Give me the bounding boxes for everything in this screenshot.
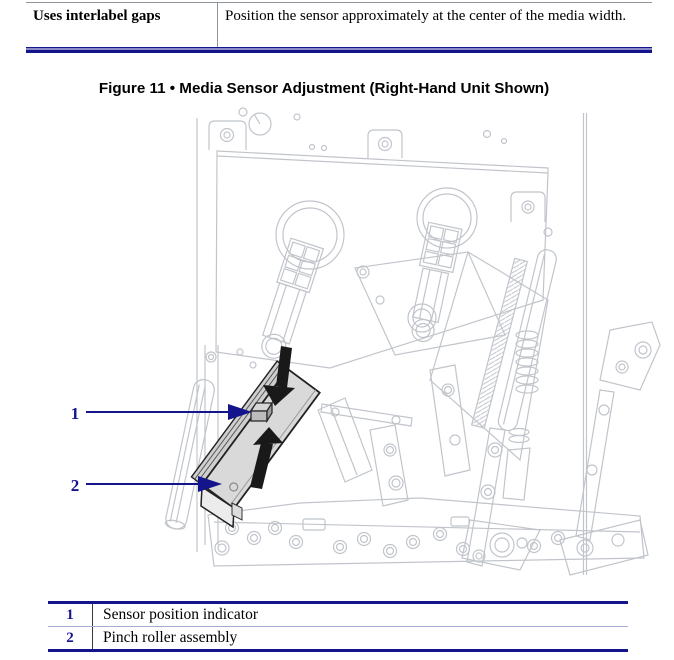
settings-table: [26, 2, 652, 47]
figure-caption: Figure 11 • Media Sensor Adjustment (Right-Hand Unit Shown): [98, 80, 550, 97]
figure-legend-table: [48, 601, 628, 652]
callout-2: [71, 476, 222, 495]
printer-line-art: [164, 108, 660, 575]
legend-row: [48, 604, 628, 626]
settings-table-definition: Position the sensor approximately at the center of the media width.: [225, 8, 627, 24]
ribbon-spindle-left: [254, 201, 344, 363]
legend-row-description: Sensor position indicator: [103, 606, 258, 623]
base-plate: [208, 498, 644, 566]
media-sensor-figure: [0, 100, 674, 600]
callout-2-number: 2: [70, 476, 80, 495]
sensor-position-indicator: [251, 403, 272, 421]
callout-1: [71, 404, 252, 423]
table-end-rule: [26, 47, 652, 53]
legend-row: [48, 626, 628, 649]
ribbon-spindle-right: [404, 188, 477, 345]
platen-roller-assembly: [462, 248, 660, 575]
callout-1-number: 1: [70, 404, 80, 423]
legend-row-number: 2: [48, 627, 93, 649]
settings-table-term: Uses interlabel gaps: [26, 3, 218, 47]
legend-row-number: 1: [48, 604, 93, 626]
legend-row-description: Pinch roller assembly: [103, 629, 238, 646]
back-plate: [197, 108, 587, 575]
